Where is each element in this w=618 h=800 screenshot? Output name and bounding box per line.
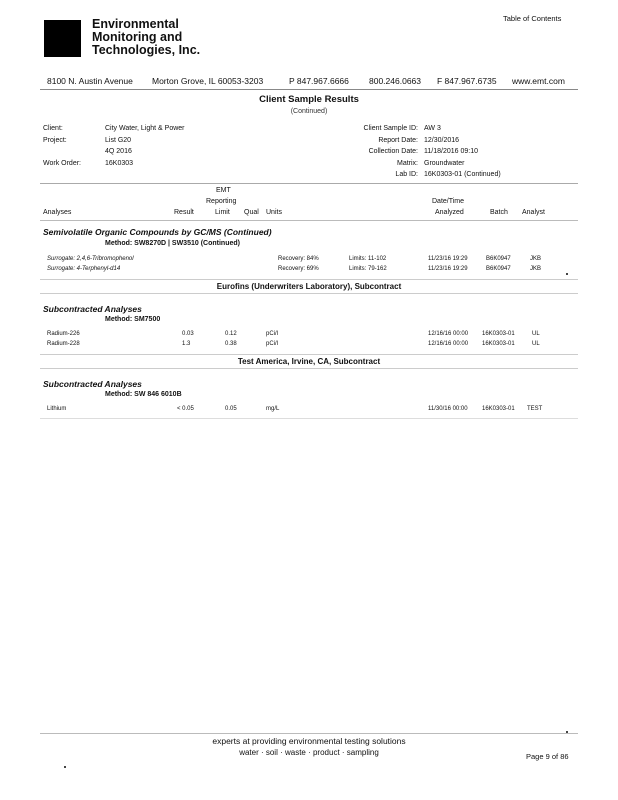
- col-qual: Qual: [244, 209, 259, 216]
- ul-row-2-limit: 0.38: [225, 341, 237, 347]
- page-subtitle: (Continued): [290, 108, 328, 115]
- ta-row-1-analyst: TEST: [527, 406, 543, 412]
- lab-id-label: Lab ID:: [395, 171, 418, 178]
- address: 8100 N. Austin Avenue: [47, 76, 133, 86]
- ul-row-1-limit: 0.12: [225, 331, 237, 337]
- scan-mark: [64, 766, 66, 768]
- footer-services: water · soil · waste · product · sampling: [239, 748, 379, 757]
- column-header-divider: [40, 220, 578, 221]
- toll-free: 800.246.0663: [369, 76, 421, 86]
- ta-row-1-limit: 0.05: [225, 406, 237, 412]
- ul-row-1-name: Radium-226: [47, 331, 80, 337]
- col-analyses: Analyses: [43, 209, 72, 216]
- website: www.emt.com: [512, 76, 565, 86]
- ta-row-1-batch: 16K0303-01: [482, 406, 515, 412]
- ul-method: Method: SM7500: [105, 316, 161, 323]
- ul-row-2-result: 1.3: [182, 341, 191, 347]
- company-name: [92, 18, 200, 57]
- sample-id-value: AW 3: [424, 125, 441, 132]
- svoc-row-2-name: Surrogate: 4-Terphenyl-d14: [47, 266, 121, 272]
- client-value: City Water, Light & Power: [105, 125, 185, 132]
- svoc-section-title: Semivolatile Organic Compounds by GC/MS (Continued): [43, 227, 272, 237]
- svoc-row-1-date: 11/23/16 19:29: [428, 256, 468, 262]
- table-end-divider: [40, 418, 578, 419]
- col-limit: Limit: [215, 209, 230, 216]
- ul-header-divider: [40, 293, 578, 294]
- svoc-row-1-limits: Limits: 11-102: [349, 256, 387, 262]
- svoc-row-2-batch: B6K0947: [486, 266, 511, 272]
- col-reporting: Reporting: [206, 198, 237, 205]
- svoc-row-2-recovery: Recovery: 69%: [278, 266, 319, 272]
- workorder-value: 16K0303: [105, 160, 134, 167]
- fax: F 847.967.6735: [437, 76, 497, 86]
- city: Morton Grove, IL 60053-3203: [152, 76, 264, 86]
- table-of-contents-link[interactable]: Table of Contents: [503, 14, 562, 23]
- svoc-row-2-limits: Limits: 79-162: [349, 266, 387, 272]
- ul-subcontract-header: Eurofins (Underwriters Laboratory), Subcontract: [216, 282, 402, 291]
- col-batch: Batch: [490, 209, 508, 216]
- report-date-label: Report Date:: [378, 137, 418, 144]
- ul-row-2-name: Radium-228: [47, 341, 80, 347]
- col-units: Units: [266, 209, 282, 216]
- header-divider: [40, 89, 578, 90]
- col-result: Result: [174, 209, 194, 216]
- svoc-row-2-analyst: JKB: [530, 266, 542, 272]
- scan-mark: [566, 273, 568, 275]
- project-label: Project:: [43, 137, 67, 144]
- ul-section-title: Subcontracted Analyses: [43, 304, 142, 314]
- ul-row-2-analyst: UL: [532, 341, 540, 347]
- ul-row-2-batch: 16K0303-01: [482, 341, 515, 347]
- company-line-3: Technologies, Inc.: [92, 43, 201, 57]
- ul-divider: [40, 279, 578, 280]
- ta-row-1-date: 11/30/16 00:00: [428, 406, 468, 412]
- company-line-2: Monitoring and: [92, 30, 183, 44]
- col-datetime: Date/Time: [432, 198, 465, 205]
- col-emt: EMT: [216, 187, 231, 194]
- ta-subcontract-header: Test America, Irvine, CA, Subcontract: [237, 357, 381, 366]
- sample-id-label: Client Sample ID:: [363, 125, 418, 132]
- lab-id-value: 16K0303-01 (Continued): [424, 171, 501, 178]
- info-divider: [40, 183, 578, 184]
- svoc-row-2-date: 11/23/16 19:29: [428, 266, 468, 272]
- project-value-1: List G20: [105, 137, 132, 144]
- page-title: Client Sample Results: [259, 94, 359, 105]
- ul-row-1-units: pCi/l: [266, 331, 279, 337]
- matrix-label: Matrix:: [397, 160, 418, 167]
- company-line-1: Environmental: [92, 17, 179, 31]
- matrix-value: Groundwater: [424, 160, 465, 167]
- ta-header-divider: [40, 368, 578, 369]
- svoc-method: Method: SW8270D | SW3510 (Continued): [105, 240, 240, 247]
- client-label: Client:: [43, 125, 63, 132]
- ta-row-1-result: < 0.05: [177, 406, 194, 412]
- page-number: Page 9 of 86: [526, 752, 569, 761]
- ul-row-2-date: 12/16/16 00:00: [428, 341, 469, 347]
- ta-row-1-units: mg/L: [266, 406, 280, 412]
- report-date-value: 12/30/2016: [424, 137, 460, 144]
- ta-row-1-name: Lithium: [47, 406, 67, 412]
- ul-row-1-analyst: UL: [532, 331, 540, 337]
- ul-row-1-result: 0.03: [182, 331, 194, 337]
- phone: P 847.967.6666: [289, 76, 349, 86]
- ul-row-2-units: pCi/l: [266, 341, 279, 347]
- footer-divider: [40, 733, 578, 734]
- footer-tagline: experts at providing environmental testing solutions: [212, 736, 406, 746]
- collection-date-label: Collection Date:: [368, 148, 418, 155]
- col-analyst: Analyst: [522, 209, 545, 216]
- company-logo: [44, 20, 81, 57]
- svoc-row-1-recovery: Recovery: 84%: [278, 256, 319, 262]
- project-value-2: 4Q 2016: [105, 148, 132, 155]
- ul-row-1-date: 12/16/16 00:00: [428, 331, 469, 337]
- svoc-row-1-analyst: JKB: [530, 256, 542, 262]
- svoc-row-1-name: Surrogate: 2,4,6-Tribromophenol: [47, 256, 134, 262]
- workorder-label: Work Order:: [43, 160, 81, 167]
- collection-date-value: 11/18/2016 09:10: [424, 148, 478, 155]
- ta-divider: [40, 354, 578, 355]
- col-analyzed: Analyzed: [435, 209, 464, 216]
- ta-section-title: Subcontracted Analyses: [43, 379, 142, 389]
- ta-method: Method: SW 846 6010B: [105, 391, 182, 398]
- ul-row-1-batch: 16K0303-01: [482, 331, 515, 337]
- svoc-row-1-batch: B6K0947: [486, 256, 511, 262]
